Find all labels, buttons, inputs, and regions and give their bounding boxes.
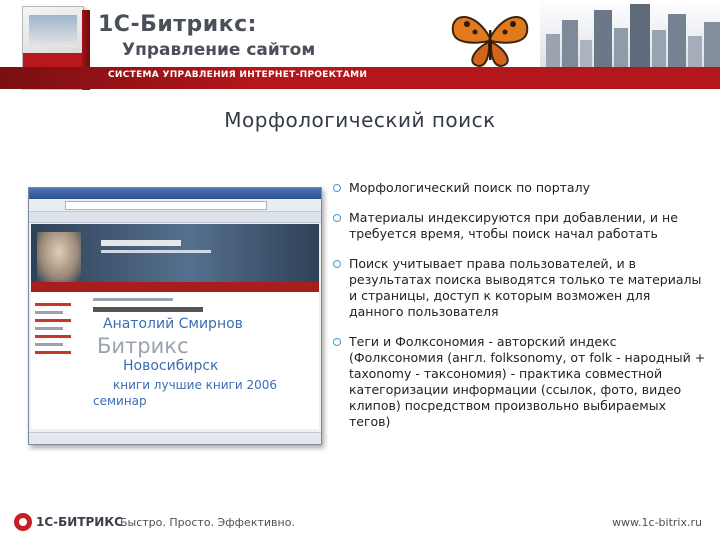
bullet-item — [333, 334, 708, 430]
tag-cloud-item: Анатолий Смирнов — [103, 316, 243, 332]
tag-cloud-item: книги лучшие книги 2006 — [113, 378, 277, 392]
brand-subtitle: Управление сайтом — [122, 40, 316, 60]
bullet-text: Теги и Фолксономия - авторский индекс (Фолксономия (англ. folksonomy, от folk - народный + taxonomy - таксономия) - практика совместной категоризации информации (ссылок, фото, видео клипов) посредством произвольно выбираемых тегов) — [349, 334, 706, 429]
browser-status-bar — [29, 432, 321, 444]
site-banner — [31, 224, 319, 282]
city-skyline-image — [540, 0, 720, 74]
bullet-item — [333, 180, 708, 196]
bullet-icon — [333, 214, 341, 222]
tagline: СИСТЕМА УПРАВЛЕНИЯ ИНТЕРНЕТ-ПРОЕКТАМИ — [108, 70, 368, 80]
bullet-text: Поиск учитывает права пользователей, и в результатах поиска выводятся только те материалы и страницы, доступ к которым возможен для данного пользователя — [349, 256, 702, 319]
bullet-icon — [333, 184, 341, 192]
slide-title: Морфологический поиск — [224, 108, 496, 132]
tag-cloud-item: семинар — [93, 394, 147, 408]
footer-slogan: Быстро. Просто. Эффективно. — [120, 516, 295, 529]
browser-screenshot — [28, 187, 322, 445]
header — [0, 0, 720, 90]
bullet-item — [333, 256, 708, 320]
bullet-icon — [333, 338, 341, 346]
bullet-item — [333, 210, 708, 242]
butterfly-image — [445, 8, 535, 72]
bullet-text: Морфологический поиск по порталу — [349, 180, 590, 195]
footer-url[interactable]: www.1c-bitrix.ru — [612, 516, 702, 529]
browser-page — [31, 224, 319, 429]
bullet-text: Материалы индексируются при добавлении, и не требуется время, чтобы поиск начал работать — [349, 210, 678, 241]
tag-cloud-item: Битрикс — [97, 334, 189, 358]
bitrix-logo-icon — [14, 513, 32, 531]
bullet-list — [333, 180, 708, 444]
brand-title: 1С-Битрикс: — [98, 12, 257, 37]
site-sidebar — [35, 298, 85, 423]
browser-tab-bar — [29, 212, 321, 223]
footer-logo: 1С-БИТРИКС — [36, 515, 123, 529]
site-main — [93, 298, 313, 423]
site-nav — [31, 282, 319, 292]
bullet-icon — [333, 260, 341, 268]
footer — [0, 504, 720, 540]
browser-address-bar — [29, 199, 321, 212]
browser-titlebar — [29, 188, 321, 199]
tag-cloud-item: Новосибирск — [123, 358, 219, 374]
